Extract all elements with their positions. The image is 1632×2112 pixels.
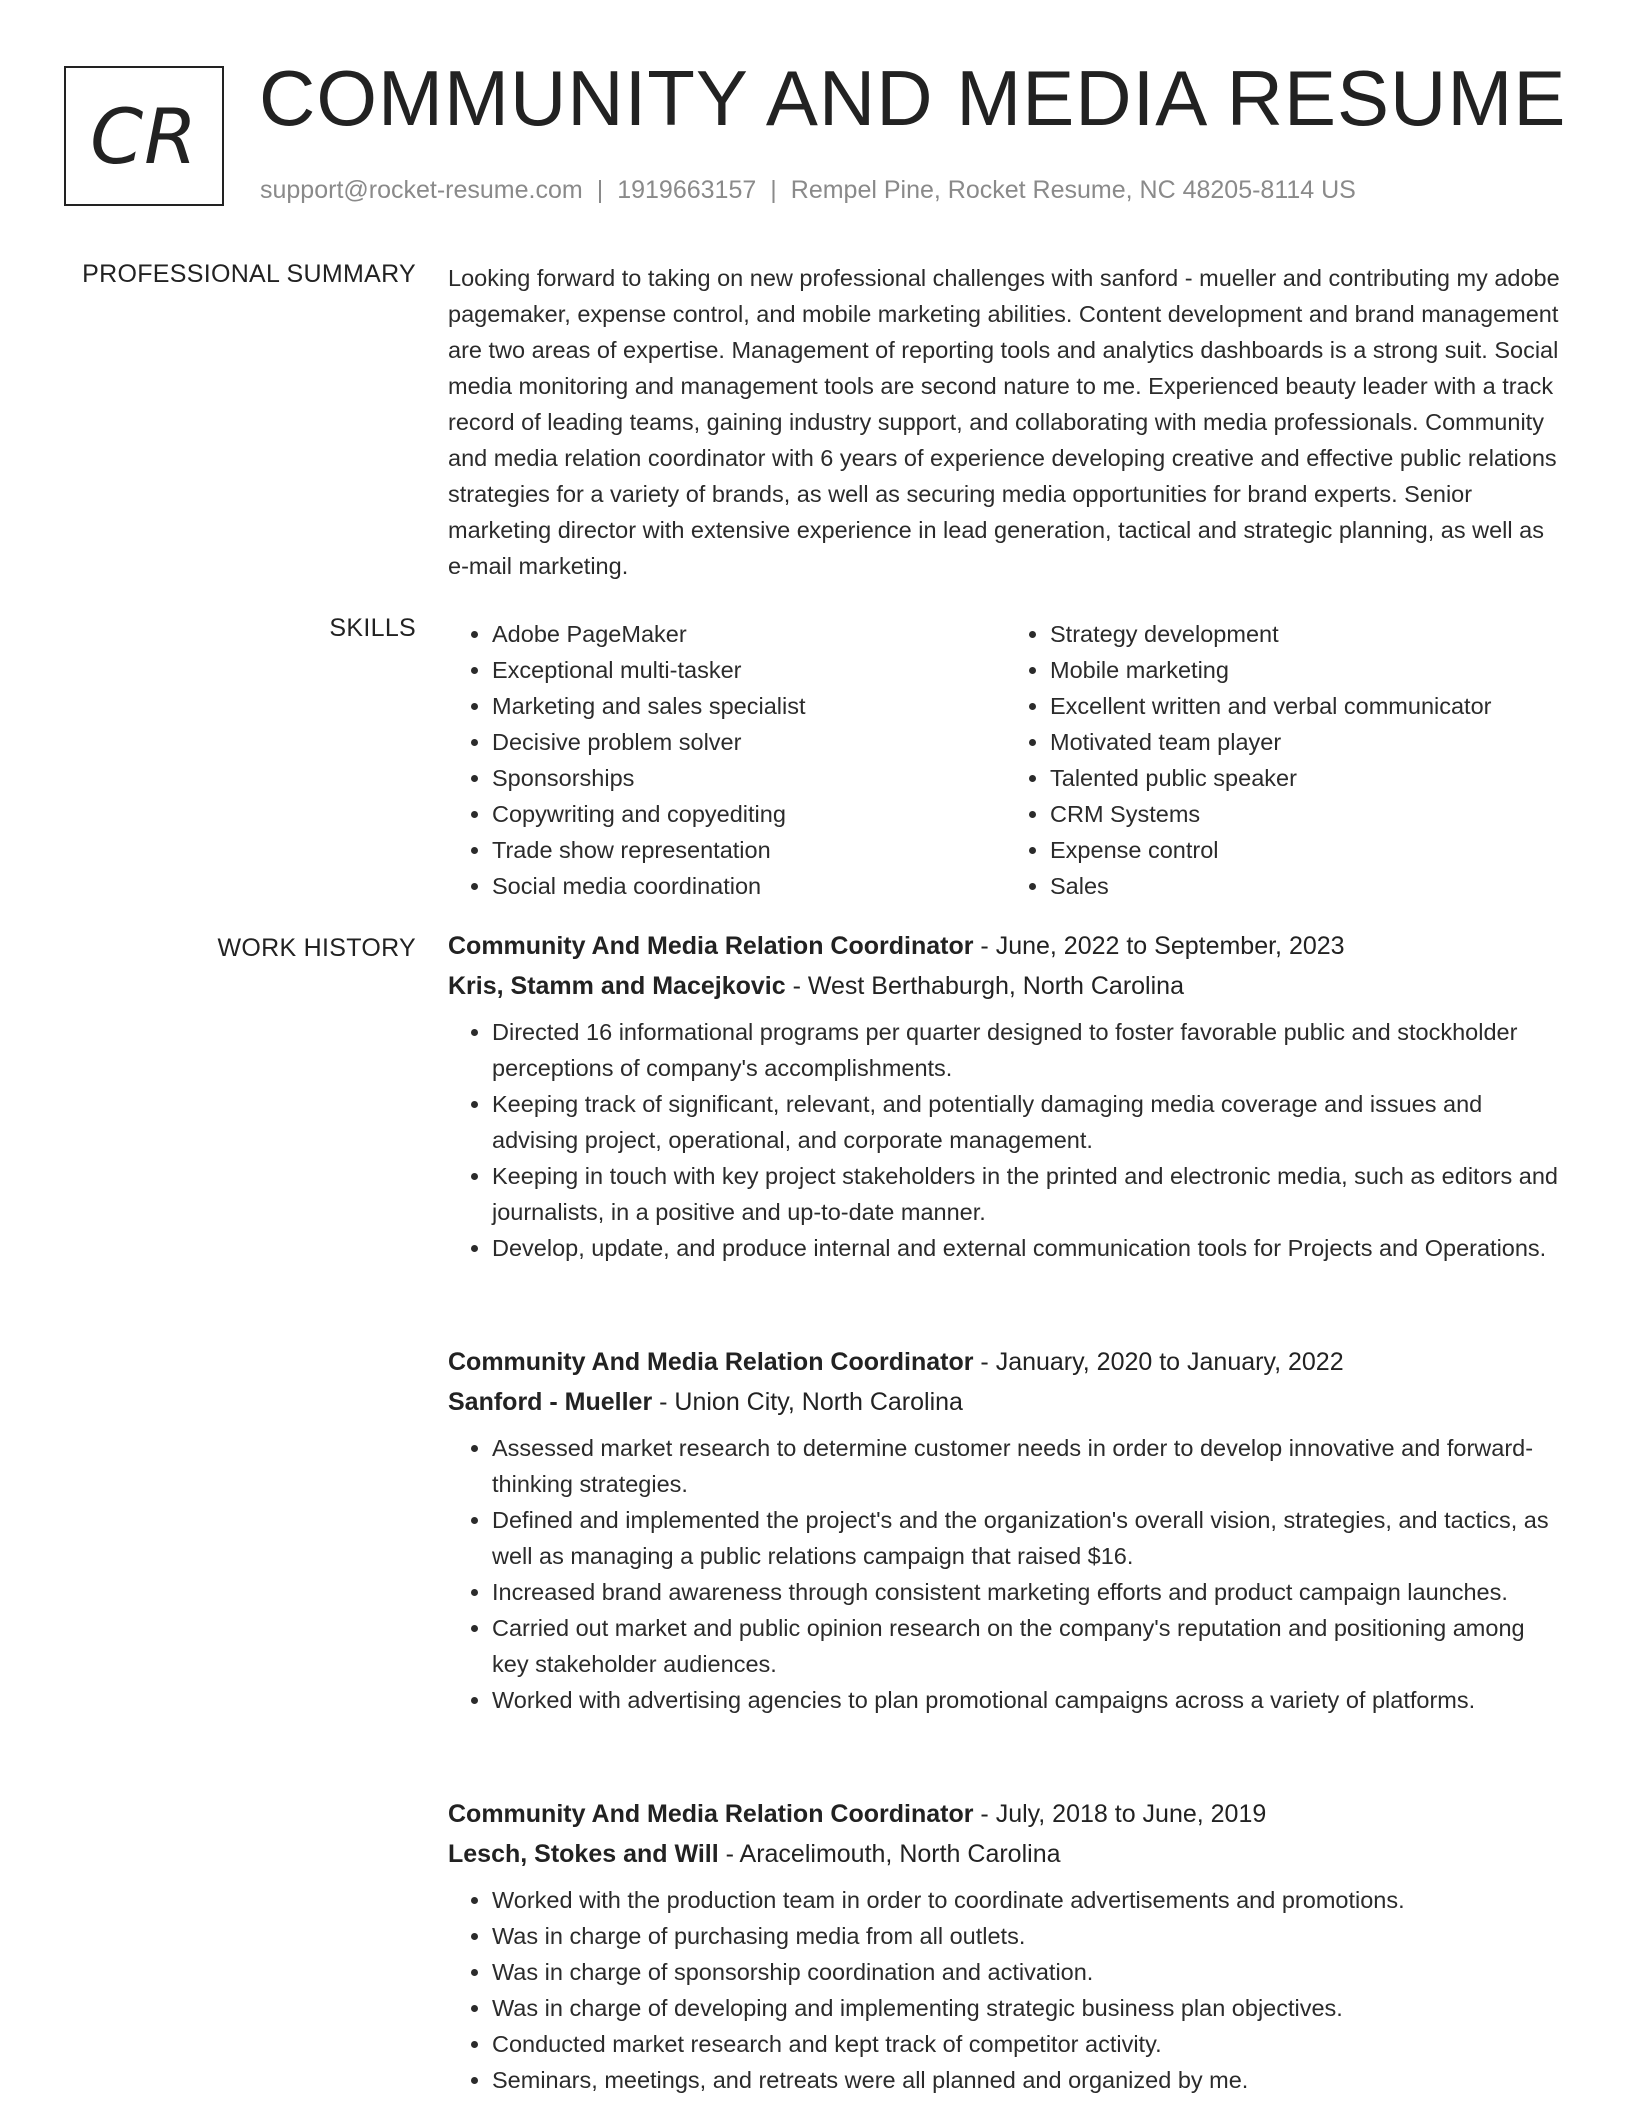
skill-item: • Adobe PageMaker [492, 616, 1006, 652]
job-bullet: • Was in charge of purchasing media from all outlets. [492, 1918, 1564, 1954]
skill-item: • Sales [1050, 868, 1564, 904]
job-bullet: • Worked with advertising agencies to plan promotional campaigns across a variety of platforms. [492, 1682, 1564, 1718]
job-company-line: Sanford - Mueller - Union City, North Carolina [448, 1388, 963, 1416]
job-bullets [448, 1014, 1564, 1266]
job-entry [448, 1794, 1564, 2098]
job-company: Kris, Stamm and Macejkovic [448, 972, 786, 1000]
job-company-line: Kris, Stamm and Macejkovic - West Berthaburgh, North Carolina [448, 972, 1184, 1000]
job-bullet: • Directed 16 informational programs per quarter designed to foster favorable public and stockholder perceptions of company's accomplishments. [492, 1014, 1564, 1086]
summary-text: Looking forward to taking on new professional challenges with sanford - mueller and contributing my adobe pagemaker, expense control, and mobile marketing abilities. Content development and brand management are two areas of expertise. Management of reporting tools and analytics dashboards is a strong suit. Social media monitoring and management tools are second nature to me. Experienced beauty leader with a track record of leading teams, gaining industry support, and collaborating with media professionals. Community and media relation coordinator with 6 years of experience developing creative and effective public relations strategies for a variety of brands, as well as securing media opportunities for brand experts. Senior marketing director with extensive experience in lead generation, tactical and strategic planning, as well as e-mail marketing. [448, 265, 1560, 579]
job-bullet: • Defined and implemented the project's and the organization's overall vision, strategies, and tactics, as well as managing a public relations campaign that raised $16. [492, 1502, 1564, 1574]
job-entry [448, 1342, 1564, 1718]
job-bullet: • Keeping track of significant, relevant, and potentially damaging media coverage and issues and advising project, operational, and corporate management. [492, 1086, 1564, 1158]
skills-column-right [1006, 616, 1564, 904]
job-bullets [448, 1430, 1564, 1718]
skills-column-left [448, 616, 1006, 904]
contact-separator: | [770, 176, 777, 204]
skill-item: • Expense control [1050, 832, 1564, 868]
job-bullets [448, 1882, 1564, 2098]
job-bullet: • Develop, update, and produce internal and external communication tools for Projects and Operations. [492, 1230, 1564, 1266]
job-bullet: • Assessed market research to determine customer needs in order to develop innovative and forward-thinking strategies. [492, 1430, 1564, 1502]
contact-email: support@rocket-resume.com [260, 176, 583, 204]
skill-item: • Decisive problem solver [492, 724, 1006, 760]
job-company-line: Lesch, Stokes and Will - Aracelimouth, North Carolina [448, 1840, 1061, 1868]
skill-item: • Excellent written and verbal communicator [1050, 688, 1564, 724]
job-location: Union City, North Carolina [674, 1388, 963, 1416]
job-dates: June, 2022 to September, 2023 [995, 932, 1345, 960]
contact-separator: | [596, 176, 604, 204]
skill-item: • Talented public speaker [1050, 760, 1564, 796]
job-location: Aracelimouth, North Carolina [739, 1840, 1061, 1868]
monogram-logo: CR [64, 66, 224, 206]
skill-item: • Sponsorships [492, 760, 1006, 796]
skill-item: • Trade show representation [492, 832, 1006, 868]
job-company: Sanford - Mueller [448, 1388, 653, 1416]
job-bullet: • Was in charge of developing and implementing strategic business plan objectives. [492, 1990, 1564, 2026]
skill-item: • Exceptional multi-tasker [492, 652, 1006, 688]
job-company: Lesch, Stokes and Will [448, 1840, 719, 1868]
job-entry [448, 926, 1564, 1266]
job-location: West Berthaburgh, North Carolina [807, 972, 1184, 1000]
work-history-heading: WORK HISTORY [217, 934, 416, 962]
job-bullet: • Seminars, meetings, and retreats were all planned and organized by me. [492, 2062, 1564, 2098]
job-title-line: Community And Media Relation Coordinator - June, 2022 to September, 2023 [448, 932, 1345, 960]
contact-address: Rempel Pine, Rocket Resume, NC 48205-8114 US [790, 176, 1356, 204]
job-title: Community And Media Relation Coordinator [448, 932, 974, 960]
job-dates: January, 2020 to January, 2022 [995, 1348, 1344, 1376]
job-bullet: • Increased brand awareness through consistent marketing efforts and product campaign launches. [492, 1574, 1564, 1610]
job-bullet: • Was in charge of sponsorship coordination and activation. [492, 1954, 1564, 1990]
resume-title: COMMUNITY AND MEDIA RESUME [259, 54, 1567, 142]
job-bullet: • Carried out market and public opinion research on the company's reputation and positioning among key stakeholder audiences. [492, 1610, 1564, 1682]
job-dates: July, 2018 to June, 2019 [995, 1800, 1267, 1828]
skill-item: • Strategy development [1050, 616, 1564, 652]
skill-item: • Marketing and sales specialist [492, 688, 1006, 724]
skills-list [448, 616, 1564, 904]
summary-heading: PROFESSIONAL SUMMARY [82, 260, 416, 288]
contact-phone: 1919663157 [617, 176, 757, 204]
skill-item: • CRM Systems [1050, 796, 1564, 832]
skill-item: • Copywriting and copyediting [492, 796, 1006, 832]
skill-item: • Motivated team player [1050, 724, 1564, 760]
contact-line [260, 176, 1356, 205]
job-bullet: • Keeping in touch with key project stakeholders in the printed and electronic media, such as editors and journalists, in a positive and up-to-date manner. [492, 1158, 1564, 1230]
job-bullet: • Conducted market research and kept track of competitor activity. [492, 2026, 1564, 2062]
job-title-line: Community And Media Relation Coordinator - July, 2018 to June, 2019 [448, 1800, 1267, 1828]
skills-heading: SKILLS [329, 614, 416, 642]
skill-item: • Mobile marketing [1050, 652, 1564, 688]
job-title: Community And Media Relation Coordinator [448, 1348, 974, 1376]
skill-item: • Social media coordination [492, 868, 1006, 904]
job-bullet: • Worked with the production team in order to coordinate advertisements and promotions. [492, 1882, 1564, 1918]
job-title: Community And Media Relation Coordinator [448, 1800, 974, 1828]
job-title-line: Community And Media Relation Coordinator - January, 2020 to January, 2022 [448, 1348, 1344, 1376]
